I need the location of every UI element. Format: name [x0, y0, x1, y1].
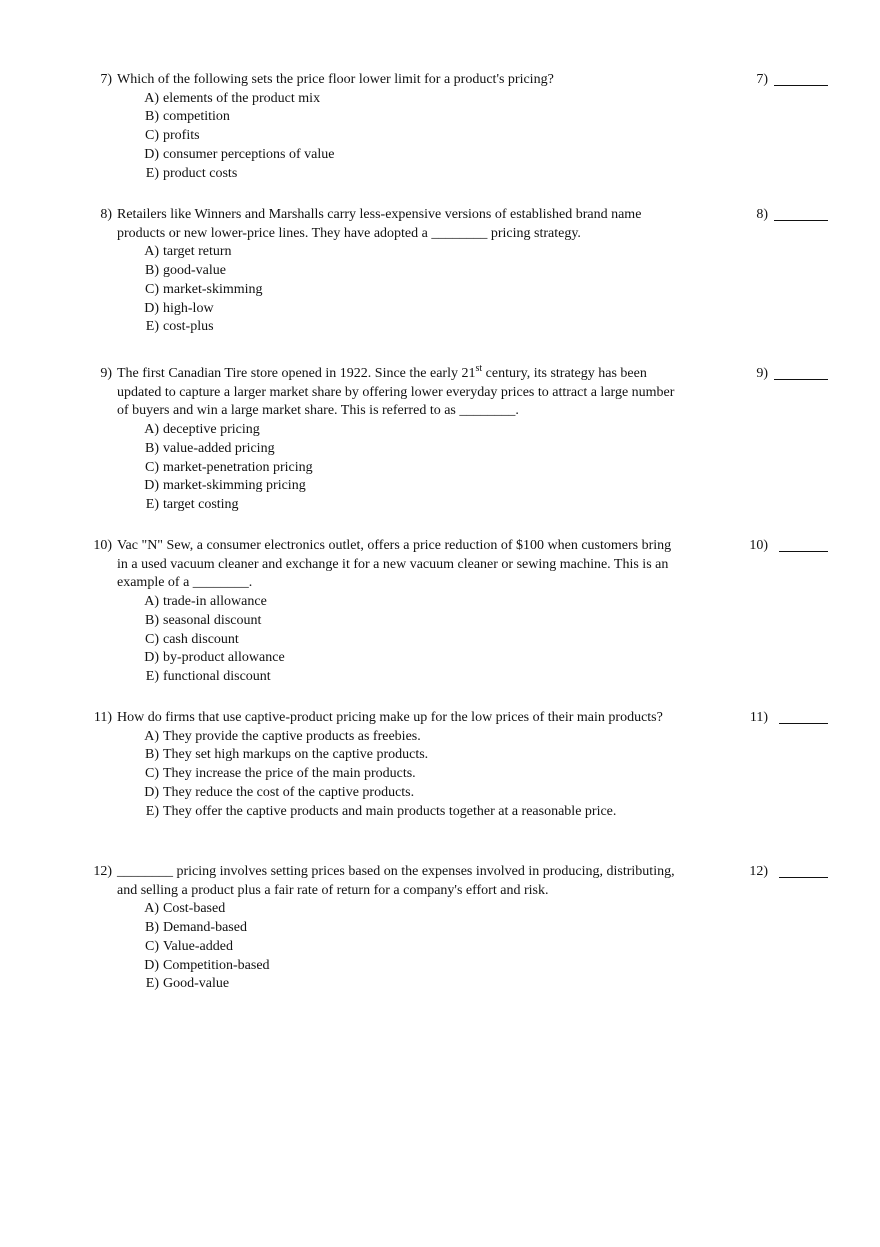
option-d[interactable]: D) high-low [144, 300, 214, 316]
option-e[interactable]: E) product costs [145, 165, 238, 181]
question-text: The first Canadian Tire store opened in 1922. Since the early 21st century, its strategy has been updated to capture a larger market share by offering lower everyday prices to attract a large number of buyers and win a large market share. This is referred to as ________. [117, 363, 675, 419]
option-c[interactable]: C) They increase the price of the main products. [145, 766, 416, 782]
option-b[interactable]: B) They set high markups on the captive products. [145, 747, 429, 763]
option-c[interactable]: C) Value-added [145, 938, 233, 954]
option-b[interactable]: B) competition [145, 109, 230, 125]
question-number: 8) [100, 207, 112, 222]
question-text: Vac "N" Sew, a consumer electronics outlet, offers a price reduction of $100 when customers bring in a used vacuum cleaner and exchange it for a new vacuum cleaner or sewing machine. This is an example of a ________. [117, 538, 672, 591]
question-number: 11) [93, 710, 112, 725]
option-list [117, 728, 677, 822]
answer-line[interactable] [779, 723, 828, 724]
question-body [117, 365, 677, 515]
option-c[interactable]: C) market-penetration pricing [145, 459, 313, 475]
question-number: 12) [93, 864, 112, 879]
option-d[interactable]: D) They reduce the cost of the captive products. [144, 784, 415, 800]
option-a[interactable]: A) Cost-based [144, 901, 226, 917]
option-d[interactable]: D) market-skimming pricing [144, 478, 306, 494]
option-list [117, 593, 677, 687]
option-d[interactable]: D) by-product allowance [144, 650, 285, 666]
option-list [117, 900, 677, 994]
answer-line[interactable] [779, 877, 828, 878]
option-list [117, 243, 677, 337]
option-d[interactable]: D) Competition-based [144, 957, 270, 973]
question-text: Which of the following sets the price floor lower limit for a product's pricing? [117, 72, 554, 87]
option-b[interactable]: B) good-value [145, 263, 226, 279]
option-c[interactable]: C) cash discount [145, 631, 239, 647]
option-a[interactable]: A) They provide the captive products as freebies. [144, 728, 421, 744]
option-list [117, 421, 677, 515]
answer-label: 11) [749, 710, 768, 725]
answer-label: 10) [749, 538, 768, 553]
option-a[interactable]: A) elements of the product mix [144, 90, 321, 106]
question-body [117, 206, 677, 337]
option-c[interactable]: C) profits [145, 128, 200, 144]
question-body [117, 863, 677, 994]
question-text: How do firms that use captive-product pricing make up for the low prices of their main products? [117, 710, 663, 725]
question-text: ________ pricing involves setting prices based on the expenses involved in producing, distributing, and selling a product plus a fair rate of return for a company's effort and risk. [117, 864, 675, 898]
option-e[interactable]: E) Good-value [145, 976, 230, 992]
option-a[interactable]: A) target return [144, 244, 232, 260]
answer-line[interactable] [774, 379, 828, 380]
answer-line[interactable] [779, 551, 828, 552]
question-number: 7) [100, 72, 112, 87]
question-number: 9) [100, 366, 112, 381]
answer-label: 12) [749, 864, 768, 879]
option-b[interactable]: B) value-added pricing [145, 440, 275, 456]
question-body [117, 71, 677, 183]
option-list [117, 90, 677, 184]
answer-label: 9) [756, 366, 768, 381]
question-body [117, 537, 677, 687]
ordinal-superscript: st [475, 363, 483, 374]
answer-label: 8) [756, 207, 768, 222]
question-text: Retailers like Winners and Marshalls carry less-expensive versions of established brand name products or new lower-price lines. They have adopted a ________ pricing strategy. [117, 207, 642, 241]
option-b[interactable]: B) Demand-based [145, 920, 247, 936]
option-e[interactable]: E) functional discount [145, 668, 271, 684]
answer-label: 7) [756, 72, 768, 87]
option-d[interactable]: D) consumer perceptions of value [144, 146, 335, 162]
option-a[interactable]: A) trade-in allowance [144, 594, 267, 610]
option-a[interactable]: A) deceptive pricing [144, 422, 260, 438]
question-number: 10) [93, 538, 112, 553]
option-c[interactable]: C) market-skimming [145, 281, 263, 297]
option-e[interactable]: E) target costing [145, 496, 239, 512]
answer-line[interactable] [774, 85, 828, 86]
option-b[interactable]: B) seasonal discount [145, 612, 262, 628]
option-e[interactable]: E) They offer the captive products and main products together at a reasonable price. [145, 803, 617, 819]
question-body [117, 709, 677, 821]
answer-line[interactable] [774, 220, 828, 221]
option-e[interactable]: E) cost-plus [145, 319, 214, 335]
